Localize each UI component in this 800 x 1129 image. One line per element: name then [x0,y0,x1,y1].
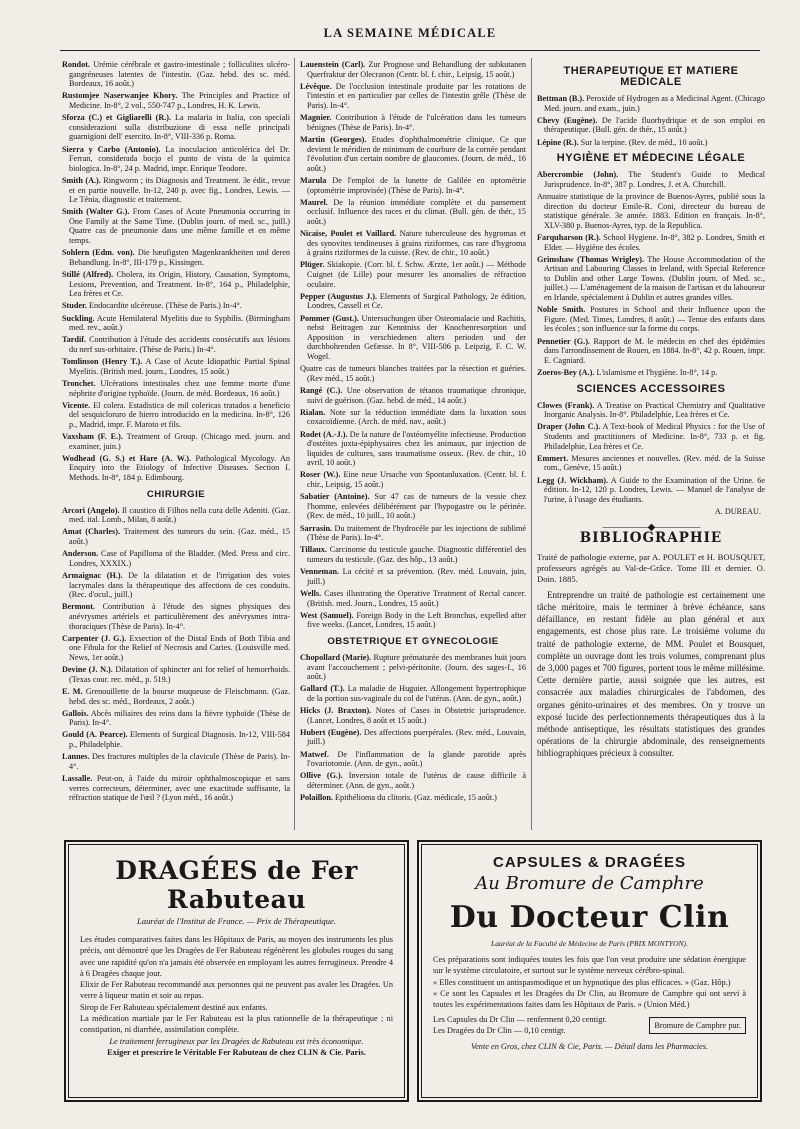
entry-text: Des affections puerpérales. (Rev. méd., Louvain, juill.) [307,727,526,747]
entry-text: Abcès miliaires des reins dans la fièvre typhoïde (Thèse de Paris). In-4°. [69,708,290,728]
entry-text: De la réunion immédiate complète et du pansement occlusif. Influence des races et du climat. (Bull. gén. de thér., 15 août.) [307,197,527,226]
bibliography-entry [62,432,290,451]
section-title-chirurgie: CHIRURGIE [146,488,206,500]
entry-author: Devine (J. N.). [62,665,113,675]
entry-author: Nicaise, Poulet et Vaillard. [300,229,397,239]
bibliography-entry [300,470,526,489]
entry-author: Studer. [62,301,87,311]
bibliography-entry [537,138,765,148]
ad-paragraph: Exiger et prescrire le Véritable Fer Rabuteau de chez CLIN & Cie. Paris. [107,1047,366,1057]
entry-author: Magnier. [300,113,332,123]
entry-text: Des fractures multiples de la clavicule (Thèse de Paris). In-4°. [69,752,291,771]
entry-text: Etudes d'ophthalmométrie clinique. Ce que devient le méridien de minimum de courbure de la cornée pendant l'évolution d'un certain nombre de glaucomes. (Journ. de méd., 16 août.) [307,134,527,173]
column-divider [294,58,295,830]
entry-text: Exsection of the Distal Ends of Both Tibia and one Fibula for the Relief of Necrosis and Caries. (Louisville med. News, 1er août.) [69,633,291,662]
entry-text: Peut-on, à l'aide du miroir ophthalmoscopique et sans verres correcteurs, déterminer, avec une exactitude suffisante, la réfraction statique de l'œil ? (Lyon méd., 16 août.) [69,774,291,803]
bibliography-entry [62,335,290,354]
bibliography-entry [537,422,765,451]
bibliography-entry [62,730,290,749]
entry-text: Inversion totale de l'utérus de cause difficile à déterminer. (Ann. de gyn., août.) [307,771,527,791]
entry-text: Foreign Body in the Left Bronchus, expelled after five weeks. (Lancet, Londres, 15 août.) [307,610,526,630]
entry-text: The House Accommodation of the Artisan and Labouring Classes in Ireland, with Special Reference to Dublin and other Large Towns. (Dublin journ. of Med. sc., juillet.) — L'aménagement de la maison de l'artisan et du laboureur en Irlande, spécialement à Dublin et autres grandes villes. [544,254,765,303]
ad-price-block [433,1014,746,1036]
bibliography-entry [62,301,290,311]
ornament-divider: —————◆————— [602,521,700,533]
entry-author: Rangé (C.). [300,385,343,395]
bibliography-entry [300,408,526,427]
section-title-therapeutique: THERAPEUTIQUE ET MATIERE MEDICALE [563,65,739,88]
section-title-sciences: SCIENCES ACCESSOIRES [576,382,726,395]
entry-author: Sforza (C.) et Gigliarelli (R.). [62,113,172,123]
bibliography-entry [300,60,526,79]
entry-text: Il caustico di Filhos nella cura delle Adeniti. (Gaz. med. ital. Lomb., Milan, 8 août.) [69,505,290,525]
entry-author: Hicks (J. Braxton). [300,706,372,716]
ad-paragraph: « Elles constituent un antispasmodique et un hypnotique des plus efficaces. » (Gaz. Hôp.) [433,977,731,987]
bibliography-entry [300,135,526,173]
entry-author: Tomlinson (Henry T.). [62,357,143,367]
entry-text: Rapport de M. le médecin en chef des épidémies dans l'arrondissement de Rouen, en 1884. In-8°, 42 p. Rouen, impr. E. Cagniard. [544,336,766,365]
entry-author: Gallard (T.). [300,684,345,694]
entry-author: Smith (Walter G.). [62,207,130,217]
ad-price-line: Les Dragées du Dr Clin — 0,10 centigr. [433,1026,566,1036]
entry-author: Pennetier (G.). [537,336,590,346]
bibliography-entry [300,198,526,227]
entry-author: Pepper (Augustus J.). [300,291,378,301]
entry-text: El colera. Estadistica de mil colericas tratados a beneficio del sesquicloruro de hierro introducido en la medicina. In-8°, 126 p., Madrid, impr. F. Maroto et fils. [69,400,291,429]
entry-author: Rustomjee Naserwanjee Khory. [62,91,178,101]
bibliography-entry [537,192,765,230]
entry-author: Bettman (B.). [537,94,585,103]
entry-author: Gallois. [62,708,89,718]
entry-author: Maurel. [300,197,328,207]
entry-text: Treatment of Group. (Chicago med. journ. and examiner, juin.) [69,432,290,451]
bibliography-entry [62,145,290,174]
bibliography-entry [537,305,765,334]
column-2 [300,60,526,805]
ad-paragraph: Le traitement ferrugineux par les Dragées de Rabuteau est très économique. [109,1036,364,1046]
bibliography-entry [300,113,526,132]
column-1 [62,60,290,805]
entry-author: Farquharson (R.). [537,232,601,242]
bibliography-entry [62,379,290,398]
bibliography-entry [300,589,526,608]
bibliography-entry [537,368,765,378]
entry-text: La malaria in Italia, con speciali considerazioni sulla distribuzione di essa nelle principali guarnigioni dell' esercito. In-8°, VIII-336 p. Roma. [69,113,291,142]
bibliography-entry [537,233,765,252]
bibliography-entry [62,687,290,706]
entry-author: Wells. [300,588,322,598]
bibliography-entry [62,506,290,525]
entries-list [300,653,526,803]
ad-subtitle: Au Bromure de Camphre [475,873,704,894]
entry-text: Case of Papilloma of the Bladder. (Med. Press and circ. Londres, XXXIX.) [69,549,291,568]
bibliography-entry [537,94,765,113]
entry-text: La cécité et sa prévention. (Rev. méd. Louvain, juin, juill.) [307,567,526,586]
entry-text: The Principles and Practice of Medicine. In-8°, 2 vol., 550-747 p., Londres, H. K. Lewis. [69,91,290,110]
entries-list [62,506,290,803]
ad-brand: Du Docteur Clin [449,900,730,935]
entry-author: Abercrombie (John). [537,170,619,180]
entry-author: Armaignac (H.). [62,571,123,580]
bibliography-entry [537,170,765,189]
entry-text: Ulcérations intestinales chez une femme morte d'une néphrite d'origine typhoïde. (Journ. de méd. Bordeaux, 16 août.) [69,378,290,398]
ad-laureat: Lauréat de la Faculté de Médecine de Paris (PRIX MONTYON). [491,939,688,948]
entry-author: Rodet (A.-J.). [300,429,348,439]
entry-text: Cholera, its Origin, History, Causation, Symptoms, Lesions, Prevention, and Treatment. In-8°, 164 p., Philadelphie, Lea frères et Ce. [69,270,291,299]
entry-text: Pathological Mycology. An Enquiry into the Etiology of Infective Diseases. Section I. Methods. In-8°, 184 p. Edimbourg. [69,453,291,483]
ad-price-box: Bromure de Camphre pur. [649,1017,746,1034]
bibliography-entry [300,364,526,383]
ad-paragraph: Elixir de Fer Rabuteau recommandé aux personnes qui ne peuvent pas avaler les Dragées. Un verre à liqueur matin et soir au repas. [80,980,393,1001]
ad-paragraph: « Ce sont les Capsules et les Dragées du Dr Clin, au Bromure de Camphre qui ont servi à toutes les expérimentations faites dans les Hôpitaux de Paris. » (Union Méd.) [433,988,746,1010]
bibliography-entry [300,430,526,468]
ad-subtitle: Lauréat de l'Institut de France. — Prix de Thérapeutique. [137,916,336,926]
entry-author: Legg (J. Wickham). [537,475,609,485]
entry-author: Sohlern (Edm. von). [62,248,135,258]
ad-paragraph: Sirop de Fer Rabuteau spécialement destiné aux enfants. [80,1002,268,1012]
entry-text: Grenouillette de la bourse muqueuse de Fleischmann. (Gaz. hebd. des sc. méd., Bordeaux, 2 août.) [69,686,291,706]
entry-author: Pommer (Gust.). [300,313,359,323]
bibliography-entry [537,476,765,505]
entry-text: Elements of Surgical Pathology, 2e édition, Londres, Cassell et Ce. [307,291,526,311]
entry-author: Matwef. [300,749,329,759]
bibliography-entry [300,567,526,586]
entry-text: Acute Hemilateral Myelitis due to Syphilis. (Birmingham med. rev., août.) [69,313,290,333]
entry-text: Traitement des tumeurs du sein. (Gaz. méd., 15 août.) [69,527,290,547]
column-3 [537,60,765,764]
entry-text: Ringworm ; its Diagnosis and Treatment. 3e édit., revue et en partie nouvelle. In-12, 240 p. avec fig., Londres, Lewis. — Le Ténia, diagnostic et traitement. [69,175,291,205]
entry-text: Carcinome du testicule gauche. Diagnostic différentiel des tumeurs du testicule. (Gaz. des hôp., 13 août.) [307,545,527,564]
entry-author: West (Samuel). [300,610,354,620]
bibliography-entry [300,260,526,289]
entry-author: Stillé (Alfred). [62,270,114,280]
advertisement-rabuteau [64,840,409,1102]
entry-author: Rondot. [62,60,90,69]
bibliography-entry [300,706,526,725]
bibliography-entry [537,337,765,366]
entry-text: La maladie de Huguier. Allongement hypertrophique de la portion sus-vaginale du col de l'utérus. (Ann. de gyn., août.) [307,684,526,703]
ad-paragraph: Ces préparations sont indiquées toutes les fois que l'on veut produire une sédation énergique sur le système circulatoire, et surtout sur le système nerveux cérébro-spinal. [433,955,746,976]
entry-text: De la dilatation et de l'irrigation des voies lacrymales dans la thérapeutique des affections de ces conduits. (Rec. d'ocul., juill.) [69,571,290,600]
entry-text: Postures in School and their Influence upon the Figure. (Med. Times, Londres, 8 août.) — Tenue des enfants dans les écoles ; son influence sur la forme du corps. [544,305,765,334]
entry-author: Sabatier (Antoine). [300,492,370,502]
entry-author: Chopollard (Marie). [300,652,372,662]
entry-text: A Guide to the Examination of the Urine. 6e édition. In-12, 120 p. Londres, Lewis. — Manuel de l'analyse de l'urine, à l'usage des étudiants. [544,475,765,504]
section-title-obstetrique: OBSTETRIQUE ET GYNECOLOGIE [327,635,499,647]
bibliography-entry [62,176,290,205]
entry-author: Clowes (Frank). [537,400,595,410]
entry-author: Lévêque. [300,81,332,91]
bibliography-entry [62,207,290,245]
entry-text: Note sur la réduction immédiate dans la luxation sous coxacoïdienne. (Arch. de méd. nav., août.) [307,407,527,427]
bibliography-entry [62,527,290,546]
bibliography [537,530,765,759]
bibliography-entry [62,113,290,142]
entry-author: Lépine (R.). [537,137,579,147]
bibliography-entry [300,750,526,769]
entry-author: Sierra y Carbo (Antonio). [62,144,161,154]
ad-price-line: Les Capsules du Dr Clin — renferment 0,20 centigr. [433,1015,607,1025]
entry-author: Venneman. [300,567,340,577]
biblio-body: Entreprendre un traité de pathologie est certainement une tâche méritoire, mais le terminer à brève échéance, sans défaillance, en restant fidèle au plan général et aux engagements, est chose plus rare. Le troisième volume du traité de pathologie externe, de MM. Poulet et Bousquet, complète un ouvrage dont les trois volumes, comprenant plus de 3,000 pages et 700 figures, portent tous le même millésime. Cette dernière partie, aussi soignée que les autres, est consacrée aux maladies chirurgicales de l'abdomen, des organes génito-urinaires et des membres. On y trouve un exposé lucide des perfectionnements thérapeutiques dus à la méthode antiseptique, les résultats statistiques des grandes opérations de la chirurgie abdominale, des renseignements bibliographiques précieux à consulter. [537,589,765,759]
entry-text: Nature tuberculeuse des hygromas et des synovites tendineuses à grains riziformes, cas rare d'hygroma à grains riziformes de la cuisse. (Rev. de chir., 10 août.) [307,229,527,258]
entry-author: Lauenstein (Carl). [300,60,366,69]
entry-author: Carpenter (J. G.). [62,633,127,643]
bibliography-entry [62,357,290,376]
bibliography-entry [300,176,526,195]
entry-text: A Case of Acute Idiopathic Partial Spinal Myelitis. (British med. journ., Londres, 15 août.) [69,357,290,376]
bibliography-entry [300,229,526,258]
bibliography-entry [300,314,526,362]
entry-text: Mesures anciennes et nouvelles. (Rev. méd. de la Suisse rom., Genève, 15 août.) [544,453,765,473]
bibliography-entry [537,255,765,303]
entry-author: Arcori (Angelo). [62,505,120,515]
entries-list [537,401,765,505]
bibliography-entry [62,401,290,430]
entry-text: Zur Prognose und Behandlung der subkutanen Querfraktur der Olecranon (Centr. bl. f. chir., Leipsig, 15 août.) [307,60,527,79]
bibliography-entry [62,248,290,267]
bibliography-entry [300,292,526,311]
bibliography-entry [62,774,290,803]
entries-list [537,170,765,377]
entry-author: Lannes. [62,752,90,762]
entry-text: Sur 47 cas de tumeurs de la vessie chez l'homme, enlevées délibérément par l'hypogastre ou le périnée. (Rev. de méd., 10 juill., 10 août.) [307,492,527,521]
entry-text: Rupture prématurée des membranes huit jours avant l'accouchement ; pelvi-péritonite. (Journ. des sages-f., 16 août.) [307,652,527,682]
entry-author: Vaxsham (F. E.). [62,432,123,442]
entry-author: Hubert (Eugène). [300,727,362,737]
entry-text: Urémie cérébrale et gastro-intestinale ; folliculites ulcéro-gangréneuses latentes de l'intestin. (Gaz. hebd. des sc. méd. Bordeaux, 16 août.) [69,60,291,89]
entry-text: Dilatation of sphincter ani for relief of hemorrhoids. (Texas cour. rec. méd., p. 519.) [69,665,291,684]
entry-author: Tardif. [62,335,87,345]
bibliography-entry [62,454,290,483]
bibliography-entry [537,401,765,420]
entry-text: A Text-book of Medical Physics : for the Use of Students and practitioners of Medicine. In-8°, 733 p. et fig. Philadelphie, Lea frères et Ce. [544,422,765,451]
entry-text: Quatre cas de tumeurs blanches traitées par la résection et guéries. (Rev méd., 15 août.) [300,364,526,383]
entry-text: De la nature de l'ostéomyélite infectieuse. Production d'ostéites juxta-épiphysaires chez les animaux, par injection de liquides de cultures, sans traumatisme osseux. (Rev. de chir., 10 avril, 10 août.) [307,429,527,468]
entry-text: Sur la terpine. (Rev. de méd., 10 août.) [580,137,708,147]
bibliography-entry [62,665,290,684]
ad-paragraph: La médication martiale par le Fer Rabuteau est la plus rationnelle de la thérapeutique ; ni constipation, ni diarrhée, assimilation complète. [80,1014,393,1035]
entry-author: Draper (John C.). [537,422,601,432]
bibliography-entry [300,524,526,543]
entry-author: Bermont. [62,602,95,612]
entry-text: Eine neue Ursache von Spontanluxation. (Centr. bl. f. chir., Leipsig, 15 août.) [307,470,527,490]
entry-text: Epithélioma du clitoris. (Gaz. médicale, 15 août.) [335,793,497,803]
bibliography-entry [537,454,765,473]
bibliography-entry [300,771,526,790]
bibliography-entry [300,684,526,703]
entry-text: Untersuchungen über Osteomalacie und Rachitis, nebst Beitragen zur Kenntniss der Knochenresorption und Apposition in verschiedenen alters perioden und der durchbohrenden Gefæsse. In 8°, VIII-506 p. Leipzig, F. C. W. Wogel. [307,313,526,361]
entry-text: De l'occlusion intestinale produite par les rotations de l'intestin et en particulier par celles de l'intestin grêle (Thèse de Paris). In-4°. [307,81,526,110]
entry-author: E. M. [62,686,83,696]
bibliography-entry [62,634,290,663]
entry-text: Annuaire statistique de la province de Buenos-Ayres, publié sous la direction du docteur Emile-R. Coni, directeur du bureau de statistique générale. 3e année. 1883. Edition en français. In-8°, XLV-380 p. Buenos-Ayres, typ. de la Republica. [537,191,765,230]
bibliography-entry [62,571,290,600]
entry-text: Elements of Surgical Diagnosis. In-12, VIII-584 p., Philadelphie. [69,730,290,750]
bibliography-entry [300,386,526,405]
biblio-title: BIBLIOGRAPHIE [579,530,723,547]
entries-list [300,60,526,630]
ad-footer: Vente en Gros, chez CLIN & Cie, Paris. — Détail dans les Pharmacies. [470,1042,709,1052]
page-header [60,26,760,48]
entries-list [537,94,765,147]
entry-text: Contribution à l'étude des accidents consécutifs aux lésions du nerf sus-orbitaire. (Thèse de Paris.) In-4°. [69,335,291,354]
bibliography-entry [300,82,526,111]
entry-author: Anderson. [62,549,99,559]
entry-text: Skiakopie. (Corr. bl. f. Schw. Ærzte, 1er août.) — Méthode Cuignet (de Lille) pour mesurer les anomalies de réfraction oculaire. [307,260,527,289]
entry-text: Du traitement de l'hydrocèle par les injections de sublimé (Thèse de Paris). In-4°. [307,523,526,543]
bibliography-entry [537,116,765,135]
bibliography-entry [300,611,526,630]
entry-author: Chevy (Eugène). [537,115,598,125]
bibliography-entry [300,793,526,803]
entry-author: Noble Smith. [537,305,586,315]
bibliography-entry [300,653,526,682]
bibliography-entry [300,545,526,564]
entry-author: Marula [300,175,327,185]
bibliography-entry [62,60,290,89]
entry-author: Plüger. [300,260,325,270]
bibliography-entry [62,549,290,568]
bibliography-entry [62,602,290,631]
entry-author: Grimshaw (Thomas Wrigley). [537,254,645,264]
entry-text: De l'inflammation de la glande parotide après l'ovariotomie. (Ann. de gyn., août.) [307,749,526,769]
entry-text: Notes of Cases in Obstetric jurisprudence. (Lancet, Londres, 8 août et 15 août.) [307,706,526,725]
entry-text: Une observation de tétanos traumatique chronique, suivi de guérison. (Gaz. hebd. de méd., 14 août.) [307,385,526,405]
entry-author: Gould (A. Pearce). [62,730,128,740]
entry-text: L'islamisme et l'hygiène. In-8°, 14 p. [596,368,718,377]
biblio-reference: Traité de pathologie externe, par A. POULET et H. BOUSQUET, professeurs agrégés au Val-de-Grâce. Tome III et dernier. O. Doin. 1885. [537,551,765,584]
ad-paragraph: Les études comparatives faites dans les Hôpitaux de Paris, au moyen des instruments les plus précis, ont démontré que les Dragées de Fer Rabuteau régénèrent les globules rouges du sang avec une rapidité qu'on n'a jamais été observée en employant les autres ferrugineux. Prendre 4 à 6 Dragées chaque jour. [80,935,393,978]
section-title-hygiene: HYGIÈNE ET MÉDECINE LÉGALE [556,152,746,165]
entry-author: Lassalle. [62,774,93,784]
entry-author: Vicente. [62,400,91,410]
bibliography-entry [62,91,290,110]
bibliography-entry [300,492,526,521]
bibliography-entry [62,270,290,299]
entry-text: From Cases of Acute Pneumonia occurring in One Family at the Same Time. (Dublin journ. of med. sc., juill.) Quatre cas de pneumonie dans une même famille et en même temps. [69,207,291,246]
entry-author: Sarrasin. [300,523,333,533]
entry-author: Smith (A.). [62,175,101,185]
entry-text: Peroxide of Hydrogen as a Medicinal Agent. (Chicago Med. journ. and exam., juin.) [544,94,765,113]
entry-author: Roser (W.). [300,470,341,480]
column-divider [531,58,532,830]
entry-author: Suckling. [62,313,95,323]
entry-text: Die hæufigsten Magenkrankheiten und deren Behandlung. In-8°, III-179 p., Kissingen. [69,248,290,267]
entry-text: School Hygiene. In-8°, 382 p. Londres, Smith et Elder. — Hygiène des écoles. [544,232,766,252]
entry-text: A Treatise on Practical Chemistry and Qualitative Inorganic Analysis. In-8°. Philadelphie, Lea frères et Ce. [544,400,765,420]
entry-author: Martin (Georges). [300,134,367,144]
entry-author: Rialan. [300,407,326,417]
header-rule [60,50,760,51]
advertisement-clin [417,840,762,1102]
entry-text: Cases illustrating the Operative Treatment of Rectal cancer. (British. med. Journ., Londres, 15 août.) [307,588,527,608]
ad-title: DRAGÉES de Fer Rabuteau [115,856,358,914]
entries-list [62,60,290,483]
bibliography-entry [62,314,290,333]
entry-text: La inoculacion anticolérica del Dr. Ferran, considerada bocjo el punto de vista de la quimica biologica. In-8°, 24 p. Madrid, impr. Enrique Teodore. [69,144,291,173]
entry-text: De l'emploi de la lunette de Galilée en optométrie (optométrie improvisée) (Thèse de Paris). In-4°. [307,175,527,195]
entry-text: De l'acide fluorhydrique et de son emploi en thérapeutique. (Bull. gén. de thér., 15 août.) [544,115,765,135]
entry-author: Zoeros-Bey (A.). [537,368,595,377]
entry-author: Tillaux. [300,545,327,555]
entry-author: Ollive (G.). [300,771,343,781]
entry-text: The Student's Guide to Medical Jurisprudence. In-8°, 387 p. Londres, J. et A. Churchill. [544,170,765,189]
bibliography-entry [62,752,290,771]
entry-text: Endocardite ulcéreuse. (Thèse de Paris.) In-4°. [89,301,242,311]
entry-author: Polaillon. [300,793,333,803]
ad-title: CAPSULES & DRAGÉES [492,854,687,871]
signature: A. DUREAU. [714,506,761,516]
entry-author: Amat (Charles). [62,527,121,537]
entry-text: Contribution à l'étude des signes physiques des anévrysmes artériels et particulièrement des anévrysmes intra-thoraciques (Thèse de Paris). In-4°. [69,602,291,631]
entry-author: Wodhead (G. S.) et Hare (A. W.). [62,453,192,463]
bibliography-entry [300,728,526,747]
journal-title: LA SEMAINE MÉDICALE [323,26,497,40]
entry-author: Tronchet. [62,378,96,388]
bibliography-entry [62,709,290,728]
entry-text: Contribution à l'étude de l'ulcération dans les tumeurs bénignes (Thèse de Paris). In-4°. [307,113,527,132]
entry-author: Emmert. [537,453,569,463]
